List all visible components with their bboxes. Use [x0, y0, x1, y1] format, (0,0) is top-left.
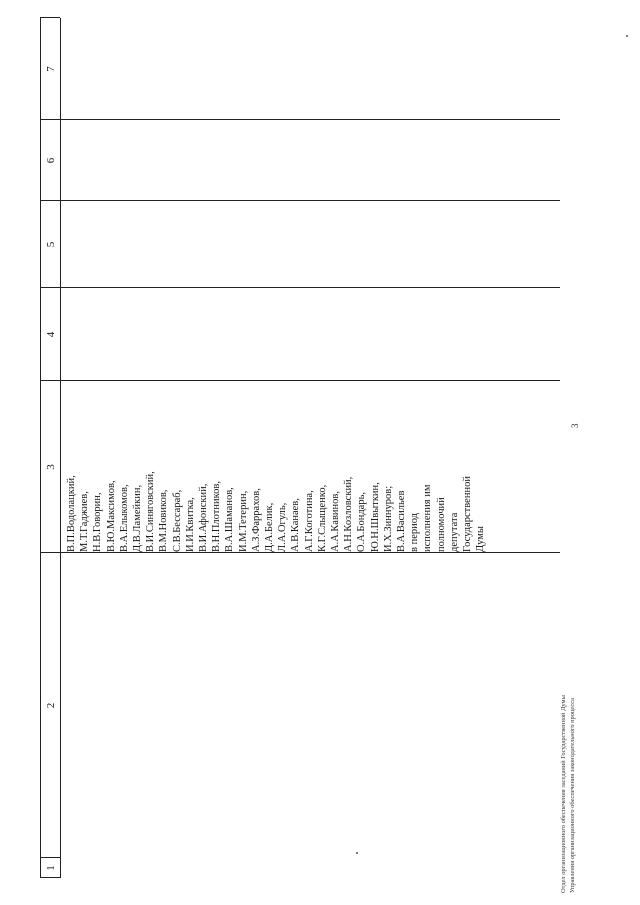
col-border-4: [40, 287, 560, 288]
list-item: И.И.Квитка,: [184, 497, 196, 552]
list-item: Н.В.Говорин,: [92, 492, 104, 552]
list-item: А.А.Кавинов,: [330, 491, 342, 552]
table: [40, 18, 560, 878]
column-3-entries: [65, 382, 488, 552]
column-number-1: 1: [45, 865, 57, 871]
list-item: А.Г.Коготина,: [303, 490, 315, 552]
list-item: К.Г.Слыщенко,: [316, 484, 328, 552]
list-item: Ю.Н.Швыткин,: [369, 482, 381, 552]
scan-speck: [356, 852, 358, 854]
list-item: в период: [409, 512, 421, 552]
list-item: А.В.Канаев,: [290, 498, 302, 552]
list-item: полномочий: [435, 497, 447, 552]
list-item: А.З.Фаррахов,: [250, 488, 262, 552]
column-number-5: 5: [45, 241, 57, 248]
column-number-3: 3: [45, 464, 57, 470]
list-item: В.И.Синяговский,: [145, 471, 157, 552]
footer-line-2: Управления организационного обеспечения законодательного процесса: [568, 698, 576, 893]
column-number-7: 7: [45, 66, 57, 72]
list-item: В.П.Водолацкий,: [66, 475, 77, 552]
table-top-border: [40, 18, 41, 878]
list-item: В.М.Новиков,: [158, 489, 170, 552]
column-number-2: 2: [45, 702, 57, 709]
list-item: исполнения им: [422, 484, 434, 552]
list-item: Л.А.Огуль,: [277, 502, 289, 552]
list-item: Государственной: [462, 476, 474, 552]
list-item: Д.В.Ламейкин,: [132, 484, 144, 552]
list-item: В.И.Афонский,: [198, 483, 210, 552]
list-item: В.А.Васильев: [396, 490, 408, 552]
list-item: В.А.Елыкомов,: [118, 484, 130, 552]
list-item: Д.А.Белик,: [264, 502, 276, 552]
column-number-4: 4: [45, 331, 57, 338]
footer-note: [560, 473, 577, 893]
footer-line-1: Отдел организационного обеспечения заседаний Государственной Думы: [560, 695, 567, 893]
column-number-6: 6: [45, 157, 57, 164]
col-border-5: [40, 200, 560, 201]
col-border-2: [40, 552, 560, 553]
list-item: В.Ю.Максимов,: [105, 480, 117, 552]
scan-speck: [626, 35, 628, 37]
page-number: 3: [570, 423, 580, 428]
list-item: Думы: [475, 526, 487, 552]
list-item: О.А.Бондарь,: [356, 492, 368, 552]
list-item: С.В.Бессараб,: [171, 489, 183, 552]
list-item: депутата: [448, 512, 460, 552]
list-item: И.Х.Зиннуров;: [382, 485, 394, 552]
header-bottom-border: [60, 18, 61, 878]
list-item: И.М.Тетерин,: [237, 490, 249, 552]
list-item: А.Н.Козловский,: [343, 476, 355, 552]
list-item: В.Н.Плотников,: [211, 481, 223, 552]
list-item: М.Т.Гаджиев,: [79, 491, 91, 552]
col-border-6: [40, 119, 560, 120]
col-border-3: [40, 380, 560, 381]
list-item: В.А.Шаманов,: [224, 487, 236, 552]
